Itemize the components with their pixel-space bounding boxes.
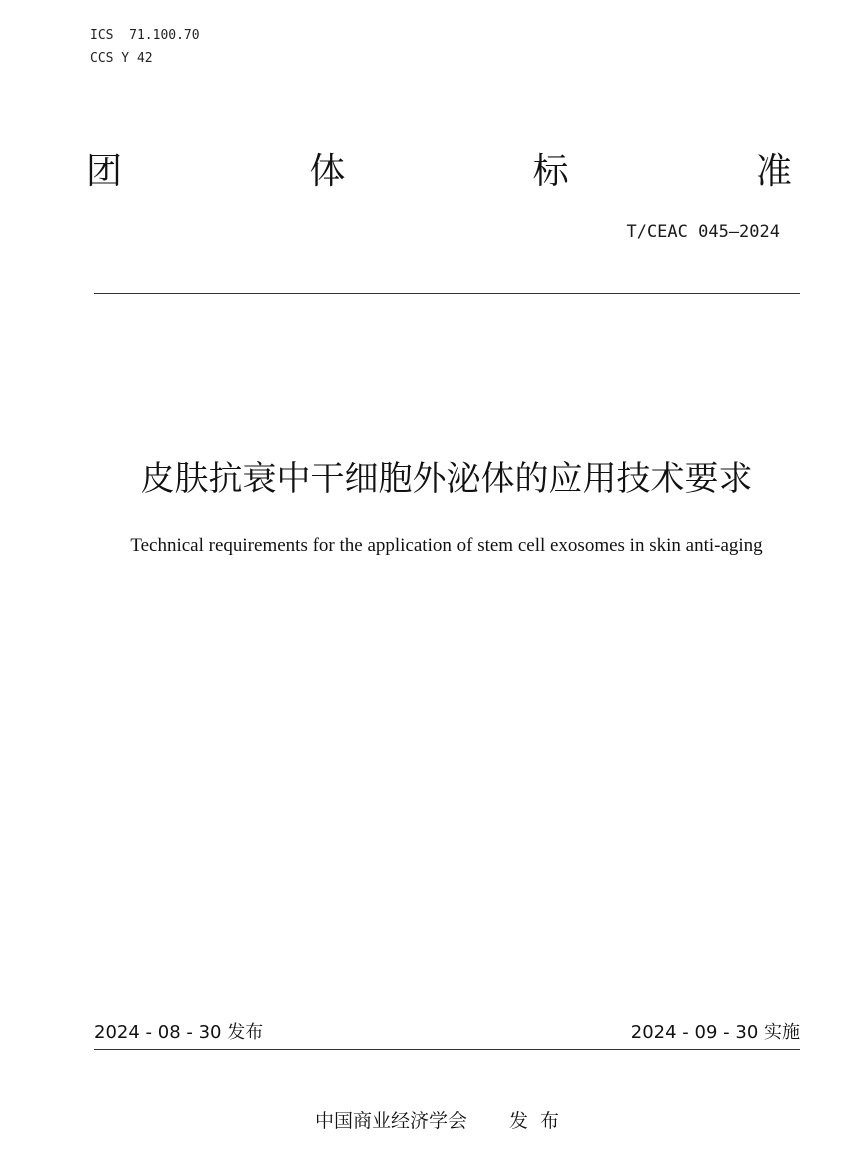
publisher-line bbox=[0, 1107, 860, 1135]
issue-date: 2024 - 08 - 30 发布 bbox=[94, 1022, 264, 1043]
publisher-name: 中国商业经济学会 bbox=[314, 1110, 467, 1132]
standard-number: T/CEAC 045—2024 bbox=[626, 222, 780, 242]
ics-code: ICS 71.100.70 bbox=[90, 28, 200, 43]
document-title-english: Technical requirements for the application of stem cell exosomes in skin anti-aging bbox=[130, 535, 763, 556]
date-row bbox=[94, 1020, 800, 1046]
standard-type-char-3: 标 bbox=[532, 151, 569, 192]
standard-type-char-2: 体 bbox=[309, 151, 346, 192]
top-divider bbox=[94, 293, 800, 294]
document-title-chinese: 皮肤抗衰中干细胞外泌体的应用技术要求 bbox=[140, 459, 753, 499]
standard-type-char-1: 团 bbox=[86, 151, 123, 192]
publish-action-char-1: 发 bbox=[508, 1110, 528, 1132]
standard-type-char-4: 准 bbox=[755, 151, 792, 192]
implementation-date: 2024 - 09 - 30 实施 bbox=[630, 1022, 800, 1043]
bottom-divider bbox=[94, 1049, 800, 1050]
standard-type-heading bbox=[86, 150, 792, 194]
ccs-code: CCS Y 42 bbox=[90, 51, 153, 66]
publish-action-char-2: 布 bbox=[540, 1110, 560, 1132]
classification-codes bbox=[90, 24, 200, 70]
